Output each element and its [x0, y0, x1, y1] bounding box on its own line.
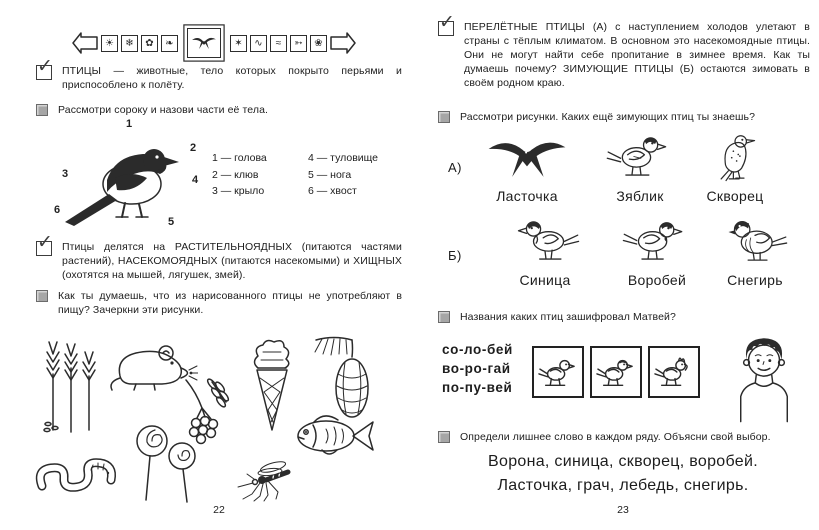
bird-name: Снегирь [727, 272, 783, 288]
icon-glyph: ➳ [294, 37, 303, 49]
wheat-illustration [40, 338, 102, 433]
task-text: Рассмотри рисунки. Каких ещё зимующих птиц ты знаешь? [460, 111, 756, 123]
topic-ribbon [72, 28, 356, 58]
callout-head: 1 [126, 118, 133, 130]
legend-entry: 4 — туловище [308, 152, 379, 164]
bird-cell [490, 214, 600, 288]
odd-word-row: Ласточка, грач, лебедь, снегирь. [497, 477, 749, 494]
legend-entry: 1 — голова [212, 152, 267, 164]
sparrow-illustration [618, 214, 696, 267]
cipher-section [432, 334, 814, 428]
page-number-left: 22 [213, 504, 225, 516]
callout-tail: 6 [54, 204, 61, 216]
task-bullet-icon [438, 111, 450, 123]
icon-glyph: ❧ [165, 37, 174, 49]
bird-cell [585, 130, 695, 204]
intro-text: ПЕРЕЛЁТНЫЕ ПТИЦЫ (А) с наступлением холодов улетают в страны с тёплым климатом. В основном это насекомоядные птицы. Они не могут найти себе пропитание в зимнее время. Как ты думаешь почему? ЗИМУЮЩИЕ ПТИЦЫ (Б) остаются зимовать в своём родном краю. [464, 21, 810, 89]
legend-entry: 5 — нога [308, 168, 352, 181]
worm-illustration [34, 440, 122, 498]
nightingale-illustration [537, 353, 579, 391]
cipher-bird-box [648, 346, 700, 398]
cipher-word: по-пу-вей [442, 380, 513, 395]
bird-cell [602, 214, 712, 288]
icon-glyph: ✿ [145, 37, 154, 49]
task-bullet-icon [438, 431, 450, 443]
cipher-bird-box [532, 346, 584, 398]
task-bullet-icon [438, 311, 450, 323]
ribbon-right-arrow-icon [330, 32, 356, 54]
ribbon-left-arrow-icon [72, 32, 98, 54]
task-text: Рассмотри сороку и назови части её тела. [58, 104, 269, 116]
snowflake-icon [121, 35, 138, 52]
magpie-figure [54, 118, 208, 236]
callout-body: 4 [192, 174, 199, 186]
task-cipher [438, 310, 810, 324]
legend-entry: 3 — крыло [212, 185, 265, 197]
bird-cell [472, 130, 582, 204]
task-bullet-icon [36, 104, 48, 116]
definition-text: ПТИЦЫ — животные, тело которых покрыто перьями и приспособлено к полёту. [62, 65, 402, 91]
checkmark-icon: ✓ [36, 241, 52, 256]
legend-entry: 2 — клюв [212, 168, 259, 181]
cipher-bird-box [590, 346, 642, 398]
info-text: Птицы делятся на РАСТИТЕЛЬНОЯДНЫХ (питаются частями растений), НАСЕКОМОЯДНЫХ (питаются насекомыми) и ХИЩНЫХ (охотятся на мышей, лягушек, змей). [62, 241, 402, 281]
bird-name: Воробей [627, 272, 687, 288]
parrot-illustration [653, 353, 695, 391]
icon-glyph: ❄ [125, 37, 134, 49]
task-text: Как ты думаешь, что из нарисованного птицы не употребляют в пищу? Зачеркни эти рисунки. [58, 290, 402, 316]
bird-name: Синица [519, 272, 571, 288]
task-text: Определи лишнее слово в каждом ряду. Объясни свой выбор. [460, 431, 771, 443]
bird-name: Зяблик [616, 188, 664, 204]
wave-icon [250, 35, 267, 52]
ripple-icon [270, 35, 287, 52]
magpie-illustration [56, 124, 208, 236]
checkmark-icon: ✓ [36, 65, 52, 80]
legend-column-1 [212, 150, 294, 200]
task-magpie-parts [36, 103, 402, 117]
bird-name: Скворец [706, 188, 764, 204]
bird-name: Ласточка [496, 188, 558, 204]
page-left [28, 0, 410, 530]
task-wintering [438, 110, 810, 124]
icon-glyph: ✶ [234, 37, 243, 49]
dart-icon [290, 35, 307, 52]
definition-block [36, 56, 402, 92]
chaffinch-illustration [601, 130, 679, 183]
callout-wing: 3 [62, 168, 69, 180]
star-icon [230, 35, 247, 52]
food-pictures [28, 324, 410, 504]
migratory-intro-block [438, 12, 810, 90]
blossom-icon [310, 35, 327, 52]
checkmark-icon: ✓ [438, 21, 454, 36]
tit-illustration [506, 214, 584, 267]
odd-word-rows [458, 450, 788, 498]
sparrow-small-illustration [595, 353, 637, 391]
task-food [36, 289, 402, 317]
swallow-tab [187, 28, 221, 58]
group-a-label: А) [448, 160, 462, 175]
icon-glyph: ❀ [314, 37, 323, 49]
info-bird-types [36, 232, 402, 282]
task-odd-word [438, 430, 810, 444]
callout-leg: 5 [168, 216, 175, 228]
bullfinch-illustration [716, 214, 794, 267]
sun-icon [101, 35, 118, 52]
lollipops-illustration [124, 416, 202, 504]
task-bullet-icon [36, 290, 48, 302]
magpie-legend [212, 150, 378, 200]
icon-glyph: ☀ [105, 37, 114, 49]
odd-word-row: Ворона, синица, скворец, воробей. [488, 453, 758, 470]
cipher-word: во-ро-гай [442, 361, 511, 376]
group-b-label: Б) [448, 248, 462, 263]
legend-entry: 6 — хвост [308, 185, 357, 197]
page-number-right: 23 [617, 504, 629, 516]
fish-illustration [286, 406, 382, 464]
cipher-words [442, 340, 513, 397]
boy-illustration [732, 334, 796, 424]
flower-icon [141, 35, 158, 52]
icon-glyph: ∿ [254, 37, 263, 49]
bird-cell [700, 214, 810, 288]
task-text: Названия каких птиц зашифровал Матвей? [460, 311, 676, 323]
cipher-word: со-ло-бей [442, 342, 513, 357]
leaf-icon [161, 35, 178, 52]
swallow-illustration [483, 135, 571, 183]
legend-column-2 [308, 150, 378, 200]
page-right [432, 0, 814, 530]
swallow-icon [190, 35, 218, 52]
bird-cell [680, 130, 790, 204]
starling-illustration [703, 130, 767, 183]
icon-glyph: ≈ [275, 37, 282, 49]
callout-beak: 2 [190, 142, 197, 154]
